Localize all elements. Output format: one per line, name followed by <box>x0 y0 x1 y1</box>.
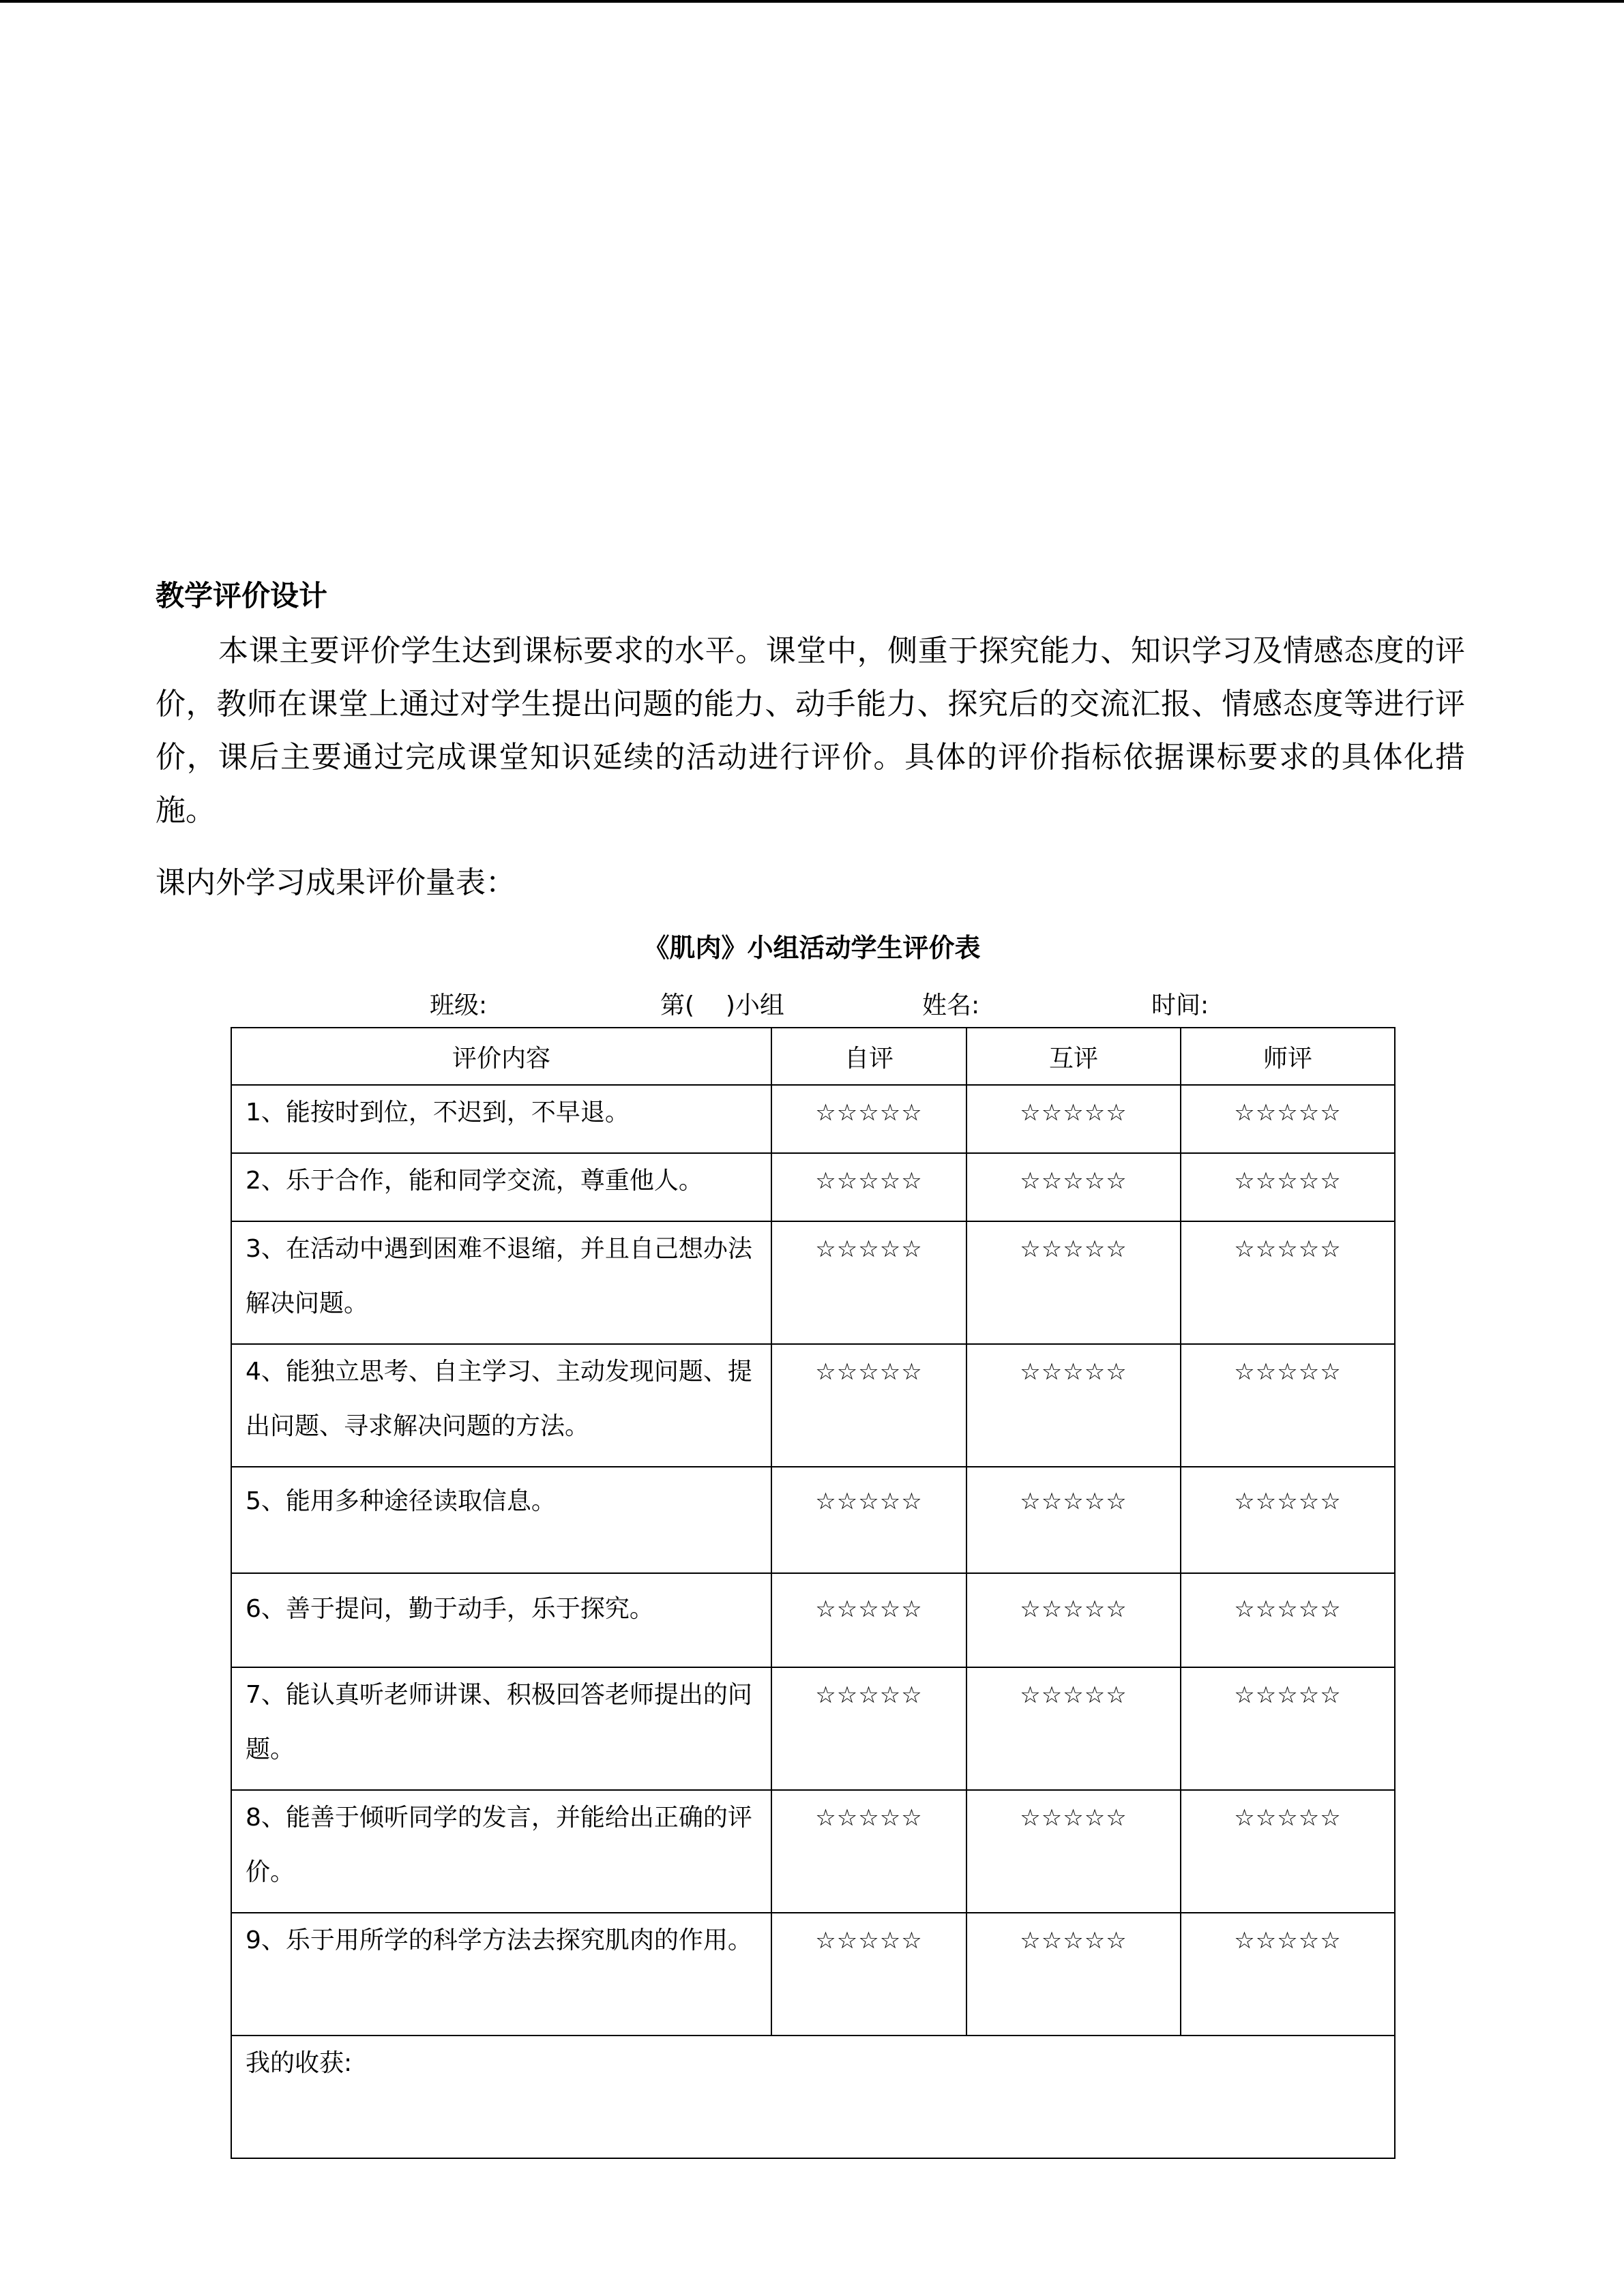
criterion-text: 5、能用多种途径读取信息。 <box>231 1467 771 1573</box>
self-rating-stars[interactable]: ☆☆☆☆☆ <box>771 1153 966 1221</box>
header-content: 评价内容 <box>231 1028 771 1085</box>
criterion-text: 3、在活动中遇到困难不退缩，并且自己想办法解决问题。 <box>231 1221 771 1344</box>
self-rating-stars[interactable]: ☆☆☆☆☆ <box>771 1667 966 1790</box>
peer-rating-stars[interactable]: ☆☆☆☆☆ <box>966 1344 1181 1467</box>
peer-rating-stars[interactable]: ☆☆☆☆☆ <box>966 1913 1181 2036</box>
teacher-rating-stars[interactable]: ☆☆☆☆☆ <box>1181 1153 1395 1221</box>
self-rating-stars[interactable]: ☆☆☆☆☆ <box>771 1913 966 2036</box>
self-rating-stars[interactable]: ☆☆☆☆☆ <box>771 1467 966 1573</box>
header-peer: 互评 <box>966 1028 1181 1085</box>
page-top-border <box>0 0 1624 3</box>
self-rating-stars[interactable]: ☆☆☆☆☆ <box>771 1221 966 1344</box>
table-row <box>231 1467 1395 1573</box>
criterion-text: 9、乐于用所学的科学方法去探究肌肉的作用。 <box>231 1913 771 2036</box>
description-paragraph: 本课主要评价学生达到课标要求的水平。课堂中，侧重于探究能力、知识学习及情感态度的评价，教师在课堂上通过对学生提出问题的能力、动手能力、探究后的交流汇报、情感态度等进行评价，课后主要通过完成课堂知识延续的活动进行评价。具体的评价指标依据课标要求的具体化措施。 <box>156 633 1465 828</box>
header-row <box>231 1028 1395 1085</box>
table-row <box>231 1667 1395 1790</box>
name-label: 姓名: <box>922 992 980 1019</box>
table-row <box>231 1153 1395 1221</box>
peer-rating-stars[interactable]: ☆☆☆☆☆ <box>966 1153 1181 1221</box>
header-self: 自评 <box>771 1028 966 1085</box>
peer-rating-stars[interactable]: ☆☆☆☆☆ <box>966 1667 1181 1790</box>
teacher-rating-stars[interactable]: ☆☆☆☆☆ <box>1181 1913 1395 2036</box>
peer-rating-stars[interactable]: ☆☆☆☆☆ <box>966 1467 1181 1573</box>
criterion-text: 4、能独立思考、自主学习、主动发现问题、提出问题、寻求解决问题的方法。 <box>231 1344 771 1467</box>
self-rating-stars[interactable]: ☆☆☆☆☆ <box>771 1790 966 1913</box>
peer-rating-stars[interactable]: ☆☆☆☆☆ <box>966 1085 1181 1153</box>
evaluation-table <box>231 1027 1396 2159</box>
group-label: 第( )小组 <box>660 992 784 1019</box>
my-gain-field[interactable]: 我的收获: <box>231 2036 1395 2158</box>
criterion-text: 7、能认真听老师讲课、积极回答老师提出的问题。 <box>231 1667 771 1790</box>
table-row <box>231 1085 1395 1153</box>
peer-rating-stars[interactable]: ☆☆☆☆☆ <box>966 1790 1181 1913</box>
peer-rating-stars[interactable]: ☆☆☆☆☆ <box>966 1573 1181 1667</box>
criterion-text: 8、能善于倾听同学的发言，并能给出正确的评价。 <box>231 1790 771 1913</box>
teacher-rating-stars[interactable]: ☆☆☆☆☆ <box>1181 1790 1395 1913</box>
table-row <box>231 1344 1395 1467</box>
gain-row <box>231 2036 1395 2158</box>
teacher-rating-stars[interactable]: ☆☆☆☆☆ <box>1181 1573 1395 1667</box>
teacher-rating-stars[interactable]: ☆☆☆☆☆ <box>1181 1344 1395 1467</box>
criterion-text: 1、能按时到位，不迟到，不早退。 <box>231 1085 771 1153</box>
class-label: 班级: <box>430 992 488 1019</box>
criterion-text: 2、乐于合作，能和同学交流，尊重他人。 <box>231 1153 771 1221</box>
table-row <box>231 1221 1395 1344</box>
table-title: 《肌肉》小组活动学生评价表 <box>643 933 981 963</box>
section-heading: 教学评价设计 <box>156 579 328 612</box>
criterion-text: 6、善于提问，勤于动手，乐于探究。 <box>231 1573 771 1667</box>
self-rating-stars[interactable]: ☆☆☆☆☆ <box>771 1344 966 1467</box>
header-teacher: 师评 <box>1181 1028 1395 1085</box>
teacher-rating-stars[interactable]: ☆☆☆☆☆ <box>1181 1467 1395 1573</box>
teacher-rating-stars[interactable]: ☆☆☆☆☆ <box>1181 1085 1395 1153</box>
table-row <box>231 1573 1395 1667</box>
teacher-rating-stars[interactable]: ☆☆☆☆☆ <box>1181 1221 1395 1344</box>
peer-rating-stars[interactable]: ☆☆☆☆☆ <box>966 1221 1181 1344</box>
teacher-rating-stars[interactable]: ☆☆☆☆☆ <box>1181 1667 1395 1790</box>
scale-title: 课内外学习成果评价量表： <box>156 865 516 900</box>
self-rating-stars[interactable]: ☆☆☆☆☆ <box>771 1573 966 1667</box>
time-label: 时间: <box>1151 992 1209 1019</box>
self-rating-stars[interactable]: ☆☆☆☆☆ <box>771 1085 966 1153</box>
table-row <box>231 1913 1395 2036</box>
table-row <box>231 1790 1395 1913</box>
